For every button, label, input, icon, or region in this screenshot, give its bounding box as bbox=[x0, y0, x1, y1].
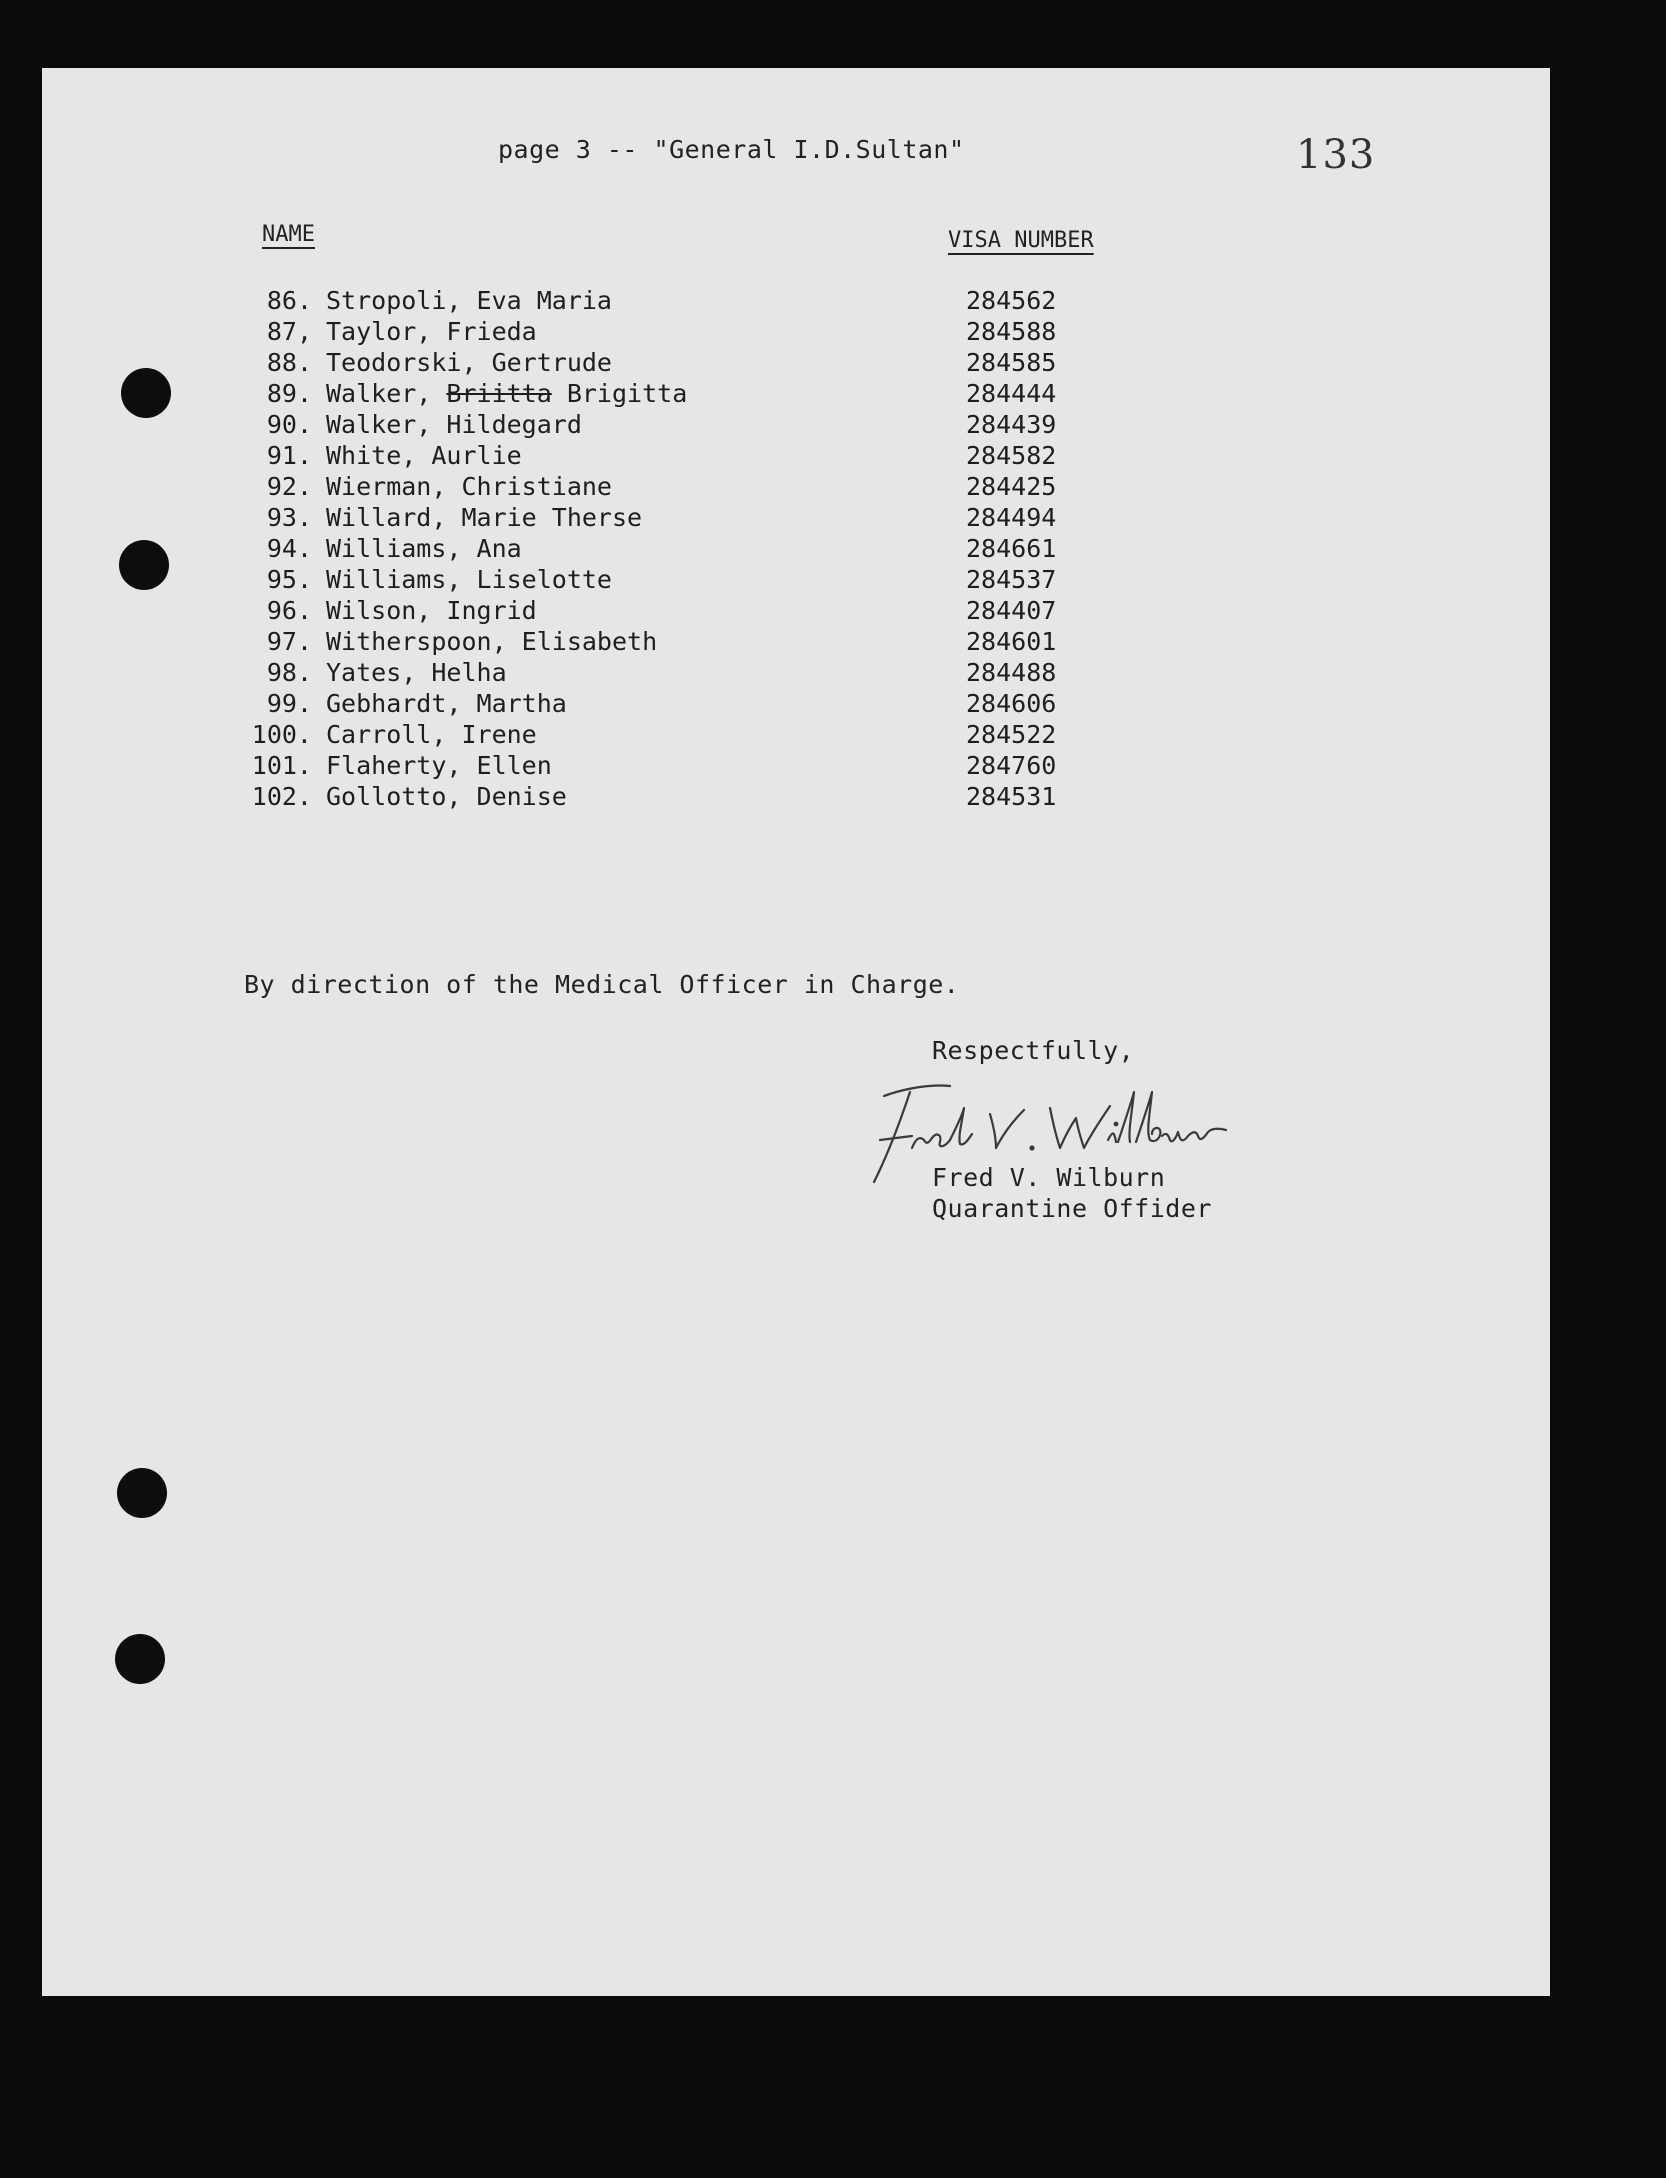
direction-statement: By direction of the Medical Officer in Charge. bbox=[244, 970, 960, 999]
list-item bbox=[0, 472, 1666, 503]
entry-name: Willard, Marie Therse bbox=[326, 503, 643, 532]
entry-visa: 284407 bbox=[966, 596, 1057, 625]
entry-number: 92. bbox=[266, 472, 312, 501]
list-item bbox=[0, 782, 1666, 813]
entry-visa: 284488 bbox=[966, 658, 1057, 687]
entry-number: 98. bbox=[266, 658, 312, 687]
entry-number: 90. bbox=[266, 410, 312, 439]
entry-visa: 284585 bbox=[966, 348, 1057, 377]
page-number: 133 bbox=[1296, 132, 1376, 178]
entry-visa: 284601 bbox=[966, 627, 1057, 656]
entry-number: 89. bbox=[266, 379, 312, 408]
entry-number: 88. bbox=[266, 348, 312, 377]
column-header-name: NAME bbox=[262, 222, 315, 247]
list-item bbox=[0, 348, 1666, 379]
salutation: Respectfully, bbox=[932, 1036, 1135, 1065]
entry-name: Gebhardt, Martha bbox=[326, 689, 567, 718]
entry-name: Walker, Hildegard bbox=[326, 410, 582, 439]
entry-number: 97. bbox=[266, 627, 312, 656]
list-item bbox=[0, 720, 1666, 751]
entry-visa: 284439 bbox=[966, 410, 1057, 439]
entry-number: 95. bbox=[266, 565, 312, 594]
entry-name: Yates, Helha bbox=[326, 658, 507, 687]
list-item bbox=[0, 441, 1666, 472]
entry-name-correction: Brigitta bbox=[551, 379, 688, 408]
entry-name: Gollotto, Denise bbox=[326, 782, 567, 811]
list-item bbox=[0, 503, 1666, 534]
entry-name: Teodorski, Gertrude bbox=[326, 348, 612, 377]
signer-title: Quarantine Offider bbox=[932, 1194, 1212, 1223]
list-item bbox=[0, 379, 1666, 410]
list-item bbox=[0, 565, 1666, 596]
list-item bbox=[0, 534, 1666, 565]
entry-name: White, Aurlie bbox=[326, 441, 522, 470]
entry-number: 94. bbox=[266, 534, 312, 563]
punch-hole-4 bbox=[115, 1634, 165, 1684]
entry-name: Stropoli, Eva Maria bbox=[326, 286, 612, 315]
entry-number: 101. bbox=[251, 751, 312, 780]
column-header-visa: VISA NUMBER bbox=[948, 228, 1094, 253]
entry-visa: 284582 bbox=[966, 441, 1057, 470]
entry-number: 102. bbox=[251, 782, 312, 811]
entry-number: 100. bbox=[251, 720, 312, 749]
entry-visa: 284606 bbox=[966, 689, 1057, 718]
punch-hole-3 bbox=[117, 1468, 167, 1518]
entry-visa: 284588 bbox=[966, 317, 1057, 346]
entry-visa: 284562 bbox=[966, 286, 1057, 315]
entry-name: Taylor, Frieda bbox=[326, 317, 537, 346]
entry-name: Wierman, Christiane bbox=[326, 472, 612, 501]
entry-name-prefix: Walker, bbox=[326, 379, 447, 408]
list-item bbox=[0, 751, 1666, 782]
page-header: page 3 -- "General I.D.Sultan" bbox=[498, 135, 965, 164]
entry-visa: 284537 bbox=[966, 565, 1057, 594]
entry-name: Flaherty, Ellen bbox=[326, 751, 552, 780]
entry-visa: 284494 bbox=[966, 503, 1057, 532]
entry-number: 91. bbox=[266, 441, 312, 470]
entry-visa: 284444 bbox=[966, 379, 1057, 408]
entry-name: Williams, Ana bbox=[326, 534, 522, 563]
list-item bbox=[0, 410, 1666, 441]
entry-number: 99. bbox=[266, 689, 312, 718]
entry-visa: 284522 bbox=[966, 720, 1057, 749]
list-item bbox=[0, 658, 1666, 689]
entry-name-struck: Briitta bbox=[446, 379, 552, 408]
entry-name: Williams, Liselotte bbox=[326, 565, 612, 594]
entry-number: 93. bbox=[266, 503, 312, 532]
list-item bbox=[0, 689, 1666, 720]
entry-name bbox=[326, 379, 687, 408]
entry-visa: 284760 bbox=[966, 751, 1057, 780]
list-item bbox=[0, 286, 1666, 317]
signer-name: Fred V. Wilburn bbox=[932, 1163, 1166, 1192]
entry-name: Carroll, Irene bbox=[326, 720, 537, 749]
list-item bbox=[0, 317, 1666, 348]
entry-number: 87, bbox=[266, 317, 312, 346]
entry-name: Witherspoon, Elisabeth bbox=[326, 627, 658, 656]
entry-number: 96. bbox=[266, 596, 312, 625]
list-item bbox=[0, 627, 1666, 658]
entry-visa: 284531 bbox=[966, 782, 1057, 811]
list-item bbox=[0, 596, 1666, 627]
entry-number: 86. bbox=[266, 286, 312, 315]
entry-name: Wilson, Ingrid bbox=[326, 596, 537, 625]
entry-visa: 284425 bbox=[966, 472, 1057, 501]
entry-visa: 284661 bbox=[966, 534, 1057, 563]
